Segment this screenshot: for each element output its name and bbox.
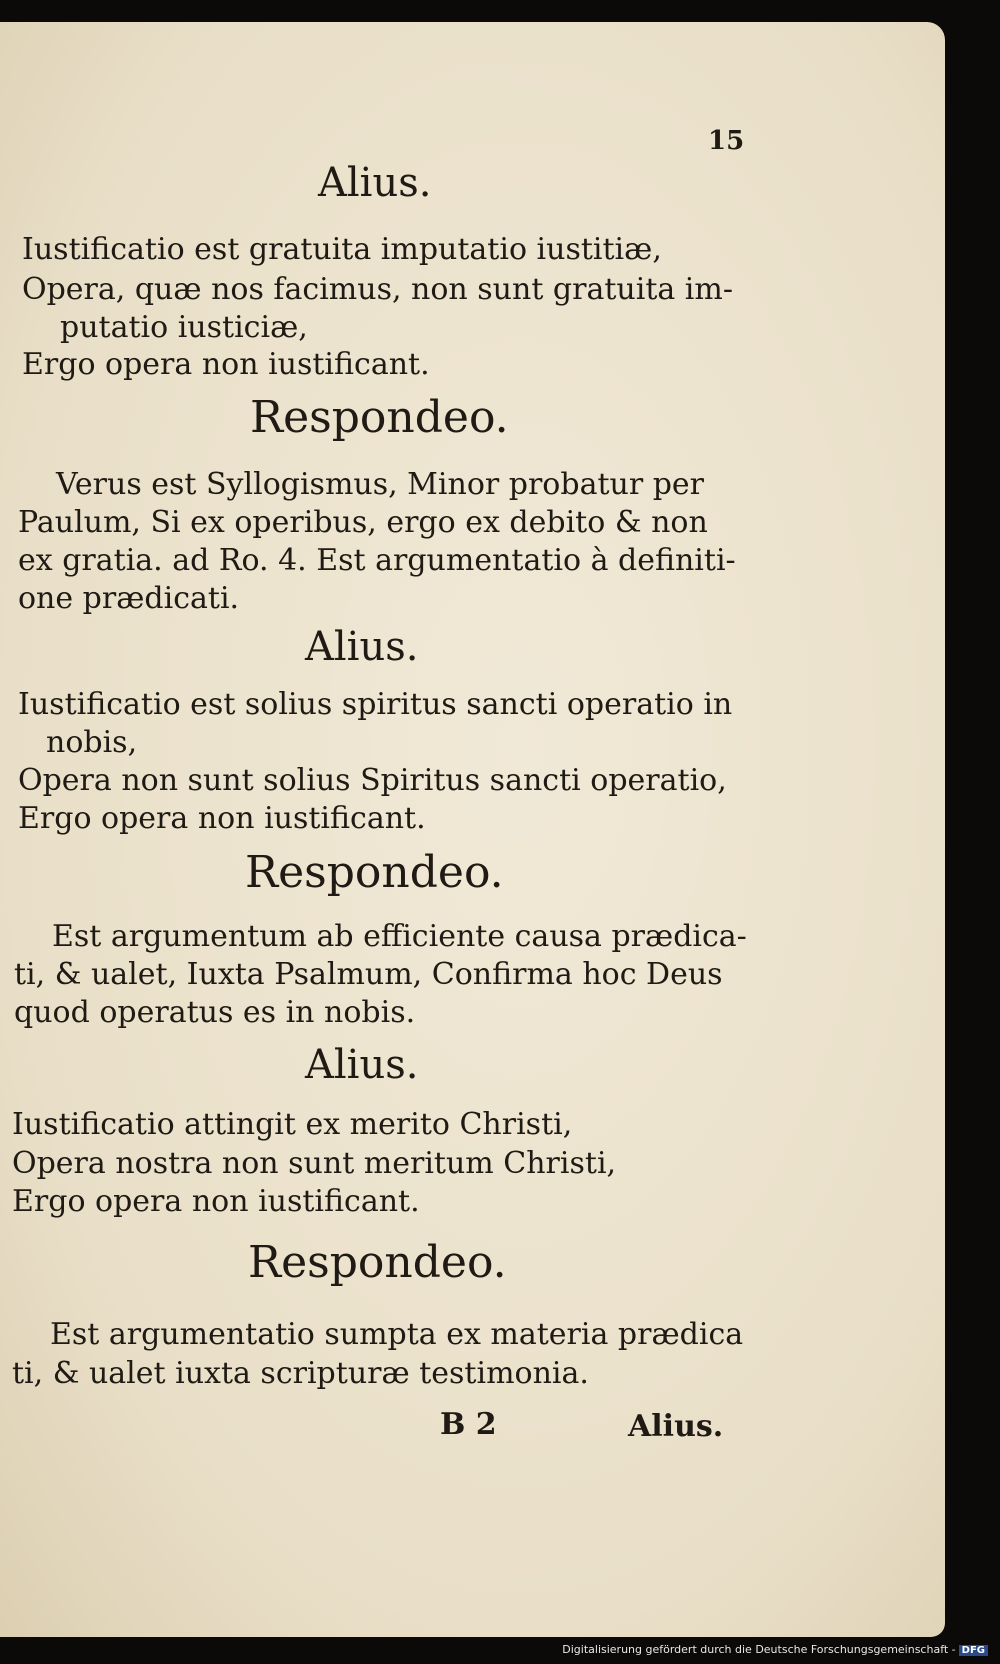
text-line: quod operatus es in nobis.	[14, 995, 416, 1030]
text-line: Ergo opera non iustificant.	[12, 1184, 420, 1219]
digitization-credit	[562, 1643, 988, 1656]
text-line: ex gratia. ad Ro. 4. Est argumentatio à definiti-	[18, 543, 736, 578]
text-line: Ergo opera non iustificant.	[22, 347, 430, 382]
text-line: nobis,	[46, 725, 138, 760]
section-heading: Alius.	[318, 160, 432, 206]
credit-text: Digitalisierung gefördert durch die Deutsche Forschungsgemeinschaft -	[562, 1643, 956, 1656]
response-heading: Respondeo.	[245, 847, 504, 898]
text-line: Opera non sunt solius Spiritus sancti operatio,	[18, 763, 727, 798]
section-heading: Alius.	[305, 624, 419, 670]
folio-number: 15	[708, 126, 745, 156]
catchword: Alius.	[628, 1409, 724, 1444]
text-line: ti, & ualet, Iuxta Psalmum, Confirma hoc Deus	[14, 957, 723, 992]
section-heading: Alius.	[305, 1042, 419, 1088]
text-line: Iustificatio est gratuita imputatio iustitiæ,	[22, 232, 662, 267]
text-line: Opera, quæ nos facimus, non sunt gratuita im-	[22, 272, 733, 307]
text-line: Iustificatio attingit ex merito Christi,	[12, 1107, 573, 1142]
book-page	[0, 22, 945, 1637]
text-line: Est argumentum ab efficiente causa prædica-	[52, 919, 747, 954]
text-line: Iustificatio est solius spiritus sancti operatio in	[18, 687, 733, 722]
text-line: Ergo opera non iustificant.	[18, 801, 426, 836]
signature-mark: B 2	[440, 1407, 497, 1442]
text-line: Verus est Syllogismus, Minor probatur per	[56, 467, 705, 502]
dfg-logo: DFG	[959, 1645, 988, 1656]
text-line: Paulum, Si ex operibus, ergo ex debito & non	[18, 505, 708, 540]
text-line: ti, & ualet iuxta scripturæ testimonia.	[12, 1356, 589, 1391]
response-heading: Respondeo.	[248, 1237, 507, 1288]
text-line: putatio iusticiæ,	[60, 310, 308, 345]
text-line: Est argumentatio sumpta ex materia prædica	[50, 1317, 744, 1352]
text-line: Opera nostra non sunt meritum Christi,	[12, 1146, 617, 1181]
response-heading: Respondeo.	[250, 392, 509, 443]
text-line: one prædicati.	[18, 581, 240, 616]
